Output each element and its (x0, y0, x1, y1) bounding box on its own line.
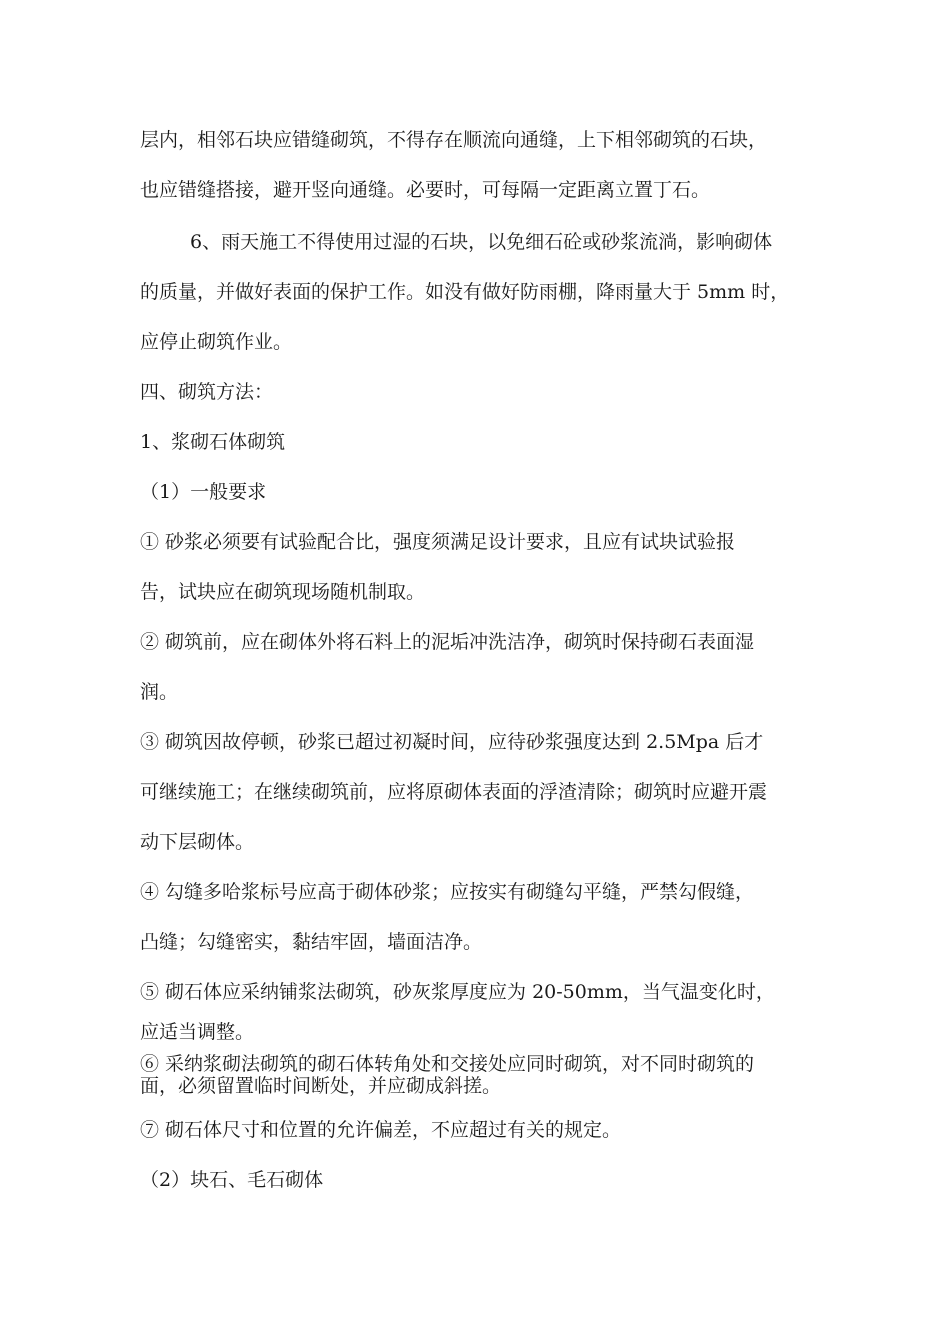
text-line: 应停止砌筑作业。 (140, 331, 293, 353)
text-line: 告，试块应在砌筑现场随机制取。 (140, 581, 426, 603)
list-item: ⑦ 砌石体尺寸和位置的允许偏差，不应超过有关的规定。 (140, 1119, 622, 1141)
text-line: 也应错缝搭接，避开竖向通缝。必要时，可每隔一定距离立置丁石。 (140, 179, 711, 201)
list-item: ④ 勾缝多哈浆标号应高于砌体砂浆；应按实有砌缝勾平缝，严禁勾假缝， (140, 881, 755, 903)
text-line: 6、雨天施工不得使用过湿的石块，以免细石砼或砂浆流淌，影响砌体 (190, 231, 773, 253)
section-heading: 四、砌筑方法： (140, 381, 274, 403)
text-line: 应适当调整。 (140, 1021, 255, 1043)
subsection-heading: 1、浆砌石体砌筑 (140, 431, 286, 453)
list-item: ⑥ 采纳浆砌法砌筑的砌石体转角处和交接处应同时砌筑，对不同时砌筑的 (140, 1053, 755, 1075)
list-item: ① 砂浆必须要有试验配合比，强度须满足设计要求，且应有试块试验报 (140, 531, 736, 553)
text-line: 的质量，并做好表面的保护工作。如没有做好防雨棚，降雨量大于 5mm 时， (140, 281, 790, 303)
text-line: 面，必须留置临时间断处，并应砌成斜搓。 (140, 1075, 502, 1097)
subsection-heading: （2）块石、毛石砌体 (140, 1169, 324, 1191)
text-line: 润。 (140, 681, 179, 703)
subsection-heading: （1）一般要求 (140, 481, 267, 503)
text-line: 凸缝；勾缝密实，黏结牢固，墙面洁净。 (140, 931, 483, 953)
text-line: 可继续施工；在继续砌筑前，应将原砌体表面的浮渣清除；砌筑时应避开震 (140, 781, 768, 803)
list-item: ⑤ 砌石体应采纳铺浆法砌筑，砂灰浆厚度应为 20-50mm，当气温变化时， (140, 981, 775, 1003)
list-item: ③ 砌筑因故停顿，砂浆已超过初凝时间，应待砂浆强度达到 2.5Mpa 后才 (140, 731, 764, 753)
text-line: 层内，相邻石块应错缝砌筑，不得存在顺流向通缝，上下相邻砌筑的石块， (140, 129, 768, 151)
list-item: ② 砌筑前，应在砌体外将石料上的泥垢冲洗洁净，砌筑时保持砌石表面湿 (140, 631, 755, 653)
text-line: 动下层砌体。 (140, 831, 255, 853)
